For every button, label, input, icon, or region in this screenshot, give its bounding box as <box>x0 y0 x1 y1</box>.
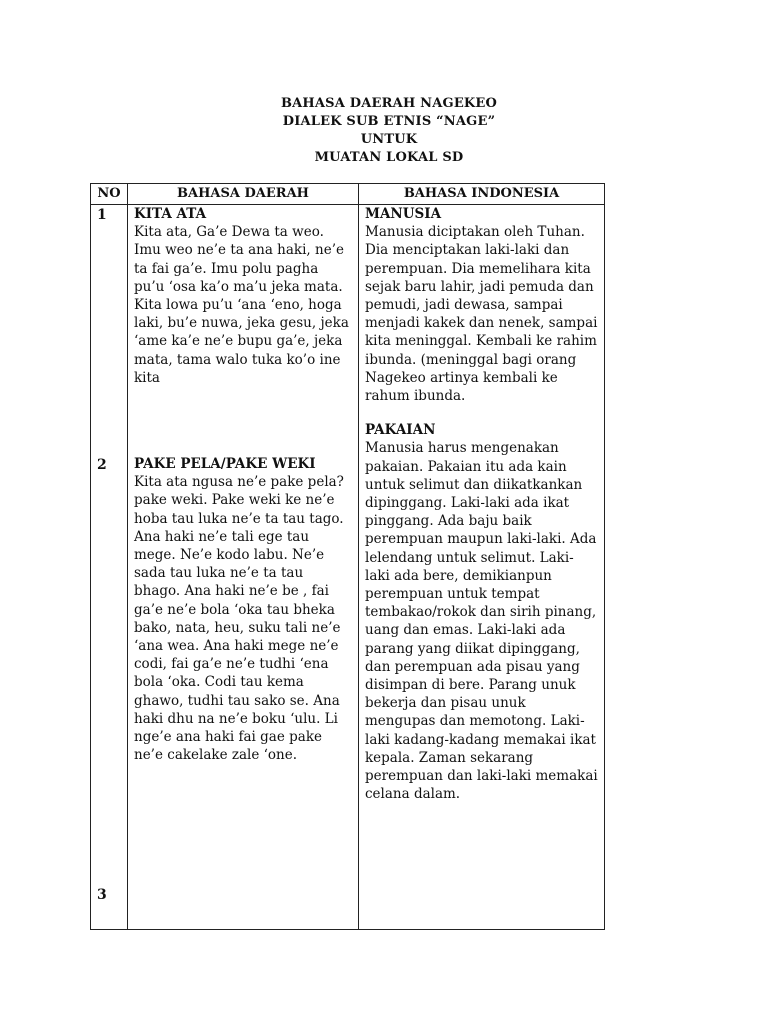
header-bahasa-indonesia: BAHASA INDONESIA <box>359 184 605 205</box>
section-heading: PAKE PELA/PAKE WEKI <box>134 456 316 473</box>
header-bahasa-daerah: BAHASA DAERAH <box>128 184 359 205</box>
bahasa-indonesia-column <box>359 205 605 930</box>
header-no: NO <box>91 184 128 205</box>
section-heading: KITA ATA <box>134 206 207 222</box>
document-title <box>0 95 768 167</box>
bahasa-daerah-column <box>128 205 359 930</box>
section-text: Kita ata ngusa ne’e pake pela? pake weki. Pake weki ke ne’e hoba tau luka ne’e ta tau tago. Ana haki ne’e tali ege tau mege. Ne’e kodo labu. Ne’e sada tau luka ne’e ta tau bhago. Ana haki ne’e be , fai ga’e ne’e bola ‘oka tau bheka bako, nata, heu, suku tali ne’e ‘ana wea. Ana haki mege ne’e codi, fai ga’e ne’e tudhi ‘ena bola ‘oka. Codi tau kema ghawo, tudhi tau sako se. Ana haki dhu na ne’e boku ‘ulu. Li nge’e ana haki fai gae pake ne’e cakelake zale ‘one. <box>134 474 344 764</box>
title-line-1: BAHASA DAERAH NAGEKEO <box>280 96 498 111</box>
vocabulary-table <box>90 183 605 930</box>
table-row <box>91 205 605 930</box>
number-column <box>91 205 128 930</box>
section-text: Manusia harus mengenakan pakaian. Pakaian itu ada kain untuk selimut dan diikatkankan dipinggang. Laki-laki ada ikat pinggang. Ada baju baik perempuan maupun laki-laki. Ada lelendang untuk selimut. Laki-laki ada bere, demikianpun perempuan untuk tempat tembakao/rokok dan sirih pinang, uang dan emas. Laki-laki ada parang yang diikat dipinggang, dan perempuan ada pisau yang disimpan di bere. Parang unuk bekerja dan pisau unuk mengupas dan memotong. Laki-laki kadang-kadang memakai ikat kepala. Zaman sekarang perempuan dan laki-laki memakai celana dalam. <box>365 440 598 803</box>
section-heading: PAKAIAN <box>365 422 436 439</box>
title-line-2: DIALEK SUB ETNIS “NAGE” <box>282 114 496 129</box>
section-heading: MANUSIA <box>365 206 442 222</box>
row-number-3: 3 <box>97 887 107 903</box>
row-number-1: 1 <box>97 207 107 223</box>
row-number-2: 2 <box>97 457 107 473</box>
title-line-4: MUATAN LOKAL SD <box>314 150 464 165</box>
table-header-row <box>91 184 605 205</box>
title-line-3: UNTUK <box>360 132 418 147</box>
section-text: Manusia diciptakan oleh Tuhan. Dia menciptakan laki-laki dan perempuan. Dia memelihara kita sejak baru lahir, jadi pemuda dan pemudi, jadi dewasa, sampai menjadi kakek dan nenek, sampai kita meninggal. Kembali ke rahim ibunda. (meninggal bagi orang Nagekeo artinya kembali ke rahum ibunda. <box>365 224 598 405</box>
section-text: Kita ata, Ga’e Dewa ta weo. Imu weo ne’e ta ana haki, ne’e ta fai ga’e. Imu polu pagha pu’u ‘osa ka’o ma’u jeka mata. Kita lowa pu’u ‘ana ‘eno, hoga laki, bu’e nuwa, jeka gesu, jeka ‘ame ka’e ne’e bupu ga’e, jeka mata, tama walo tuka ko’o ine kita <box>134 224 349 386</box>
